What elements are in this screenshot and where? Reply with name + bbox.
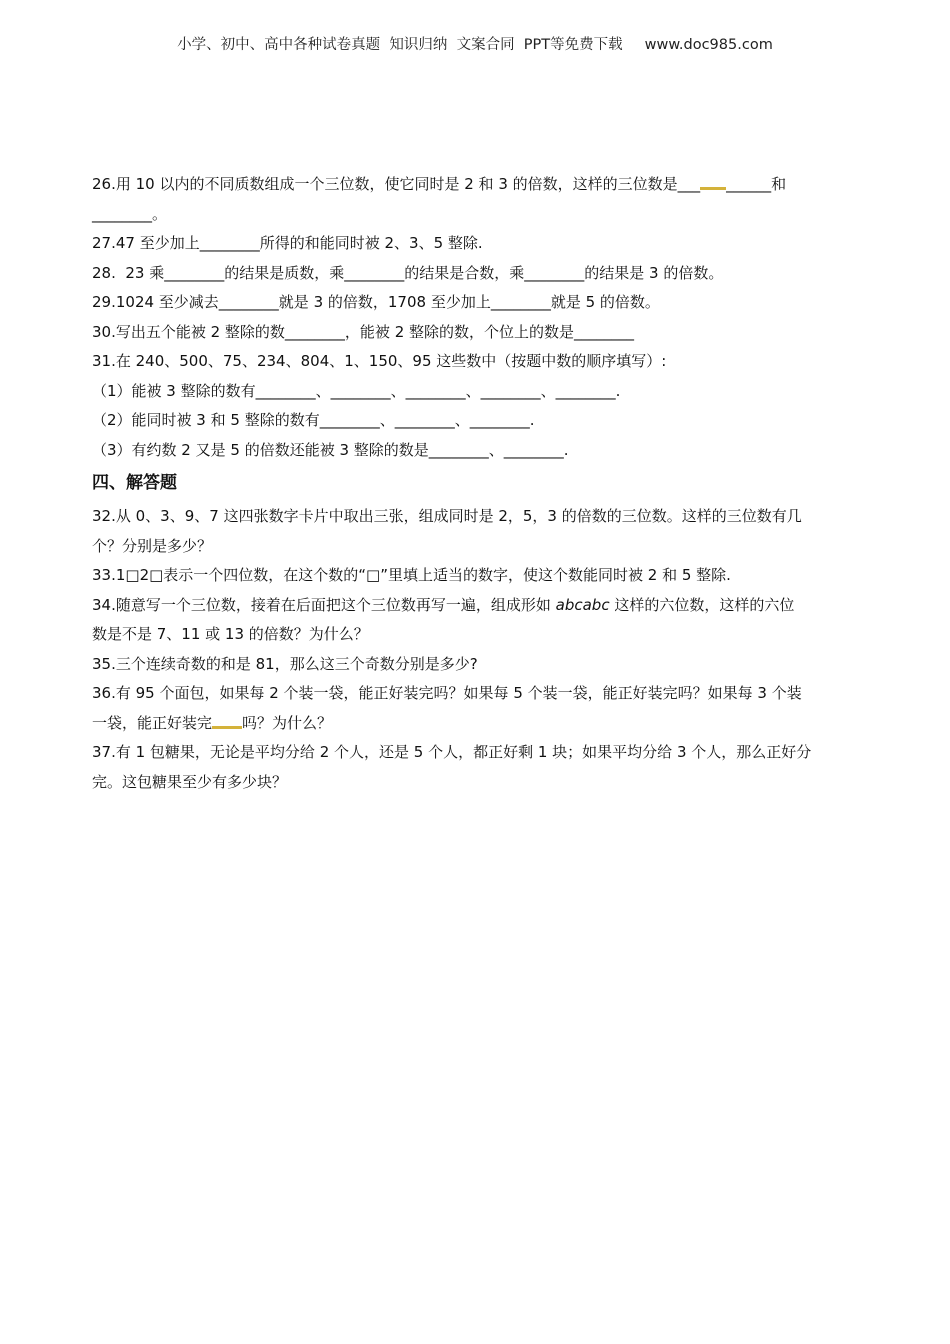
question-34-text-cont: 这样的六位数，这样的六位 bbox=[609, 595, 795, 614]
question-32-line-1: 32.从 0、3、9、7 这四张数字卡片中取出三张，组成同时是 2，5，3 的倍数的三位数。这样的三位数有几 bbox=[92, 507, 802, 525]
highlight-mark bbox=[212, 726, 242, 729]
question-31-part-2: （2）能同时被 3 和 5 整除的数有________、________、________. bbox=[92, 411, 535, 429]
question-37-line-2: 完。这包糖果至少有多少块？ bbox=[92, 772, 288, 791]
question-34-text: 34.随意写一个三位数，接着在后面把这个三位数再写一遍，组成形如 bbox=[92, 595, 556, 614]
question-34-line-1 bbox=[92, 591, 862, 621]
header-site: www.doc985.com bbox=[644, 37, 773, 53]
question-content bbox=[92, 170, 862, 797]
question-32-line-2: 个？分别是多少？ bbox=[92, 536, 213, 555]
question-31-part-1: （1）能被 3 整除的数有________、________、________、________、________. bbox=[92, 381, 621, 400]
question-26-line-1 bbox=[92, 170, 862, 200]
question-36-text: 一袋，能正好装完 bbox=[92, 713, 213, 732]
header-text: 小学、初中、高中各种试卷真题 知识归纳 文案合同 PPT等免费下载 bbox=[177, 37, 623, 53]
question-28: 28. 23 乘________的结果是质数，乘________的结果是合数，乘________的结果是 3 的倍数。 bbox=[92, 263, 724, 282]
question-37-line-1: 37.有 1 包糖果，无论是平均分给 2 个人，还是 5 个人，都正好剩 1 块；如果平均分给 3 个人，那么正好分 bbox=[92, 743, 812, 761]
page-header bbox=[0, 33, 950, 54]
question-36-text-cont: 吗？为什么？ bbox=[242, 713, 333, 732]
highlight-mark bbox=[700, 187, 726, 190]
question-30: 30.写出五个能被 2 整除的数________，能被 2 整除的数，个位上的数是________ bbox=[92, 322, 635, 341]
question-31-stem: 31.在 240、500、75、234、804、1、150、95 这些数中（按题中数的顺序填写）: bbox=[92, 352, 667, 370]
question-36-line-2 bbox=[92, 709, 862, 739]
question-26-line-2: ________。 bbox=[92, 204, 168, 223]
section-title: 四、解答题 bbox=[92, 473, 177, 493]
question-34-line-2: 数是不是 7、11 或 13 的倍数？为什么？ bbox=[92, 625, 369, 643]
question-31-part-3: （3）有约数 2 又是 5 的倍数还能被 3 整除的数是________、________. bbox=[92, 440, 569, 459]
question-29: 29.1024 至少减去________就是 3 的倍数，1708 至少加上________就是 5 的倍数。 bbox=[92, 293, 660, 311]
question-26-text-cont: ______和 bbox=[726, 175, 787, 193]
question-27: 27.47 至少加上________所得的和能同时被 2、3、5 整除. bbox=[92, 234, 483, 252]
question-34-pattern: abcabc bbox=[555, 595, 610, 614]
question-36-line-1: 36.有 95 个面包，如果每 2 个装一袋，能正好装完吗？如果每 5 个装一袋，能正好装完吗？如果每 3 个装 bbox=[92, 684, 802, 702]
question-26-text: 26.用 10 以内的不同质数组成一个三位数，使它同时是 2 和 3 的倍数，这样的三位数是___ bbox=[92, 175, 701, 193]
question-33: 33.1□2□表示一个四位数，在这个数的“□”里填上适当的数字，使这个数能同时被 2 和 5 整除. bbox=[92, 566, 731, 584]
question-35: 35.三个连续奇数的和是 81，那么这三个奇数分别是多少? bbox=[92, 654, 478, 673]
